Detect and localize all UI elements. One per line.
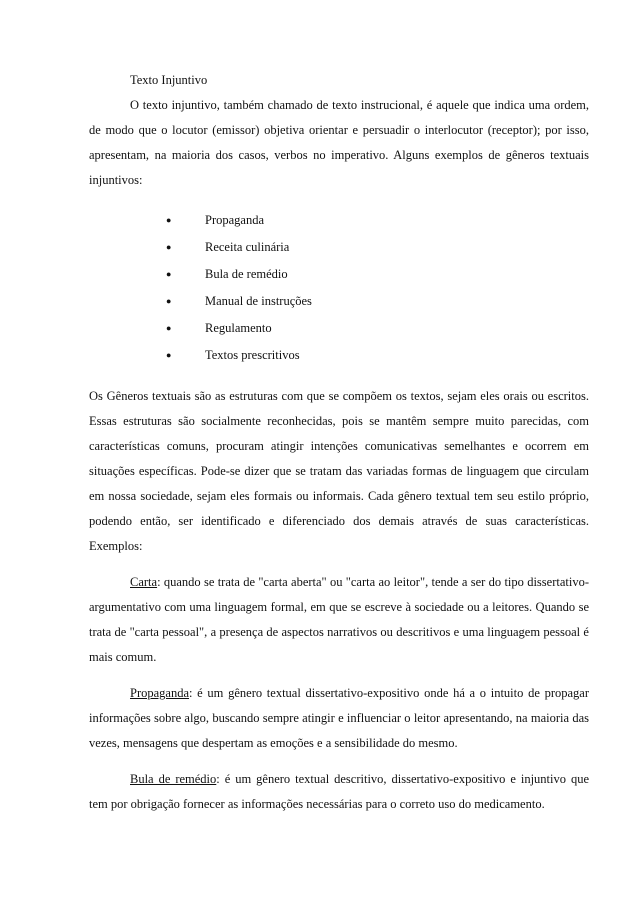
list-item-label: Receita culinária: [205, 240, 290, 254]
list-item: [89, 207, 589, 234]
bullet-icon: ●: [166, 269, 172, 279]
list-item-label: Textos prescritivos: [205, 348, 300, 362]
list-item-label: Propaganda: [205, 213, 265, 227]
definition-paragraph-bula: [89, 767, 589, 817]
list-item-label: Bula de remédio: [205, 267, 288, 281]
definition-text: : é um gênero textual dissertativo-expositivo onde há a o intuito de propagar informações sobre algo, buscando sempre atingir e influenciar o leitor apresentando, na maioria das vezes, mensagens que despertam as emoções e a sensibilidade do mesmo.: [89, 686, 589, 750]
definition-text: : é um gênero textual descritivo, dissertativo-expositivo e injuntivo que tem por obrigação fornecer as informações necessárias para o correto uso do medicamento.: [89, 772, 589, 811]
definition-term: Propaganda: [130, 686, 190, 700]
list-item: [89, 288, 589, 315]
list-item: [89, 315, 589, 342]
list-item-label: Regulamento: [205, 321, 272, 335]
intro-paragraph: O texto injuntivo, também chamado de texto instrucional, é aquele que indica uma ordem, de modo que o locutor (emissor) objetiva orientar e persuadir o interlocutor (receptor); por isso, apresentam, na maioria dos casos, verbos no imperativo. Alguns exemplos de gêneros textuais injuntivos:: [89, 98, 589, 187]
bullet-icon: ●: [166, 215, 172, 225]
definition-paragraph-propaganda: [89, 681, 589, 756]
bullet-icon: ●: [166, 323, 172, 333]
list-item: [89, 261, 589, 288]
list-item: [89, 342, 589, 369]
list-item-label: Manual de instruções: [205, 294, 312, 308]
bullet-icon: ●: [166, 296, 172, 306]
list-item: [89, 234, 589, 261]
bullet-icon: ●: [166, 242, 172, 252]
definition-term: Carta: [130, 575, 158, 589]
definition-term: Bula de remédio: [130, 772, 217, 786]
definition-text: : quando se trata de "carta aberta" ou "carta ao leitor", tende a ser do tipo dissertativo-argumentativo com uma linguagem formal, em que se escreve à sociedade ou a leitores. Quando se trata de "carta pessoal", a presença de aspectos narrativos ou descritivos e uma linguagem pessoal é mais comum.: [89, 575, 589, 664]
examples-list: [89, 207, 589, 369]
genres-paragraph: Os Gêneros textuais são as estruturas com que se compõem os textos, sejam eles orais ou escritos. Essas estruturas são socialmente reconhecidas, pois se mantêm sempre muito parecidas, com características comuns, procuram atingir intenções comunicativas semelhantes e ocorrem em situações específicas. Pode-se dizer que se tratam das variadas formas de linguagem que circulam em nossa sociedade, sejam eles formais ou informais. Cada gênero textual tem seu estilo próprio, podendo então, ser identificado e diferenciado dos demais através de suas características. Exemplos:: [89, 389, 589, 553]
document-page: [89, 68, 589, 817]
definition-paragraph-carta: [89, 570, 589, 670]
document-title: Texto Injuntivo: [130, 73, 208, 87]
bullet-icon: ●: [166, 350, 172, 360]
